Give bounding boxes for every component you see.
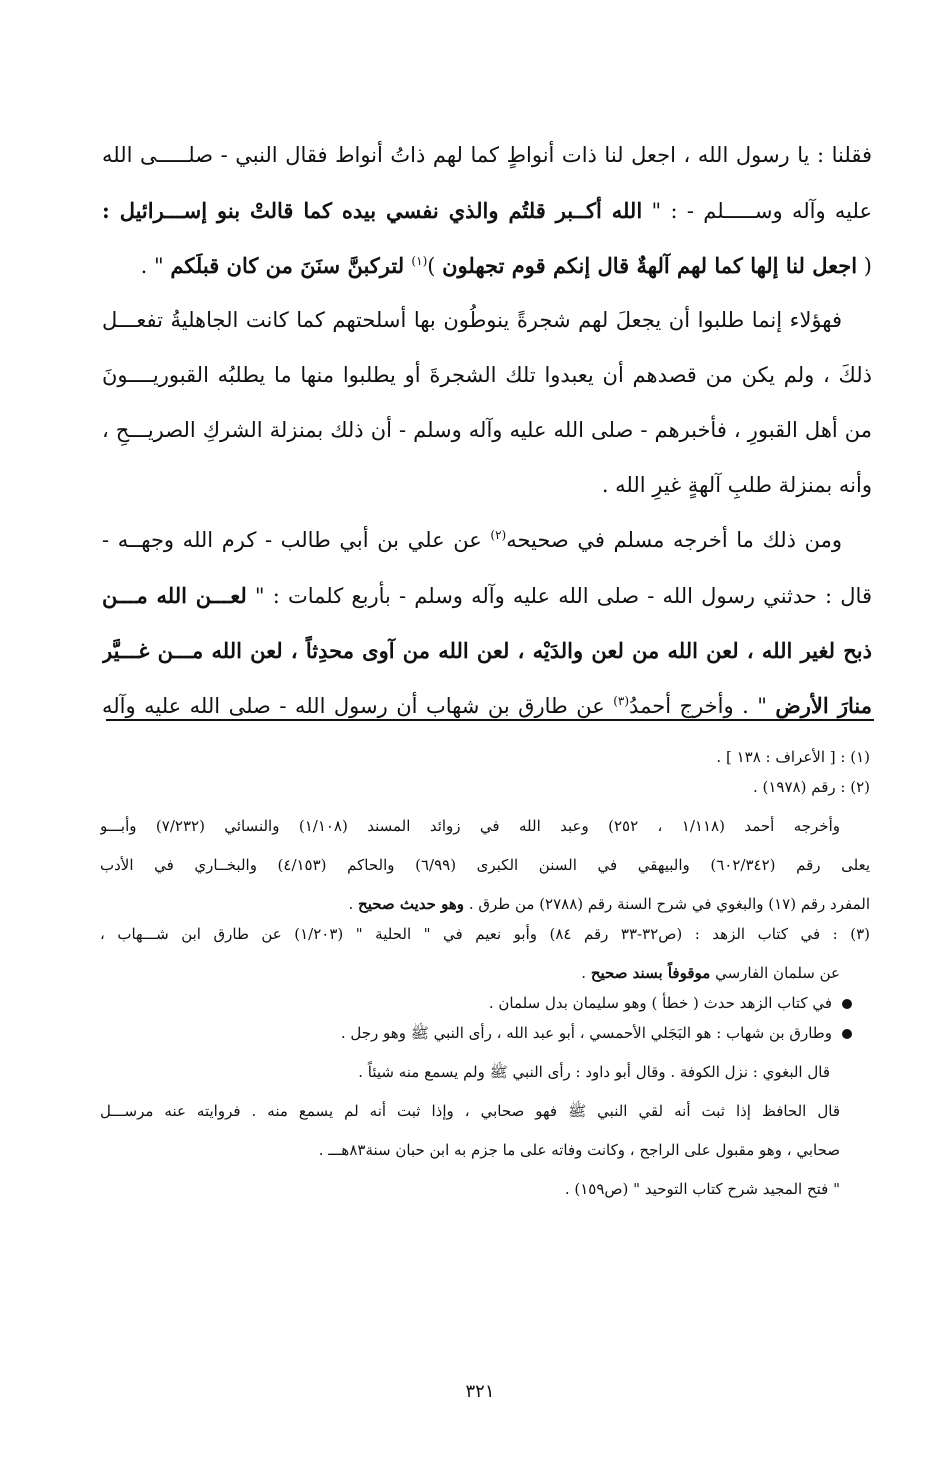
footnote-note: صحابي ، وهو مقبول على الراجح ، وكانت وفاته على ما جزم به ابن حبان سنة٨٣هـــ . (318, 1141, 840, 1159)
bullet-icon (842, 1029, 852, 1039)
footnote-text: المفرد رقم (١٧) والبغوي في شرح السنة رقم (٢٧٨٨) من طرق . (464, 895, 870, 913)
footnote-note: قال البغوي : نزل الكوفة . وقال أبو داود : رأى النبي ﷺ ولم يسمع منه شيئاً . (358, 1063, 830, 1081)
main-text (102, 128, 872, 733)
bullet-text: وطارق بن شهاب : هو البَجَلي الأحمسي ، أبو عبد الله ، رأى النبي ﷺ وهو رجل . (340, 1024, 832, 1042)
grading-text: وهو حديث صحيح (358, 895, 465, 913)
line-text: ( (857, 254, 872, 278)
footnote-note: قال الحافظ إذا ثبت أنه لقي النبي ﷺ فهو صحابي ، وإذا ثبت أنه لم يسمع منه . فروايته عنه مرســـل (100, 1102, 840, 1120)
bullet-text: في كتاب الزهد حدث ( خطأ ) وهو سليمان بدل سلمان . (488, 994, 832, 1012)
line-text: ذلكَ ، ولم يكن من قصدهم أن يعبدوا تلك الشجرةَ أو يطلبوا منها ما يطلبُه القبوريــــونَ (102, 363, 872, 387)
line-text: " . وأخرج أحمدُ (629, 694, 776, 718)
text-line (102, 348, 872, 403)
line-text: ومن ذلك ما أخرجه مسلم في صحيحه (506, 528, 842, 552)
footnotes (100, 742, 870, 1204)
footnote-text: . (581, 964, 591, 982)
text-line (102, 458, 872, 513)
footnote-note: " فتح المجيد شرح كتاب التوحيد " (ص١٥٩) . (564, 1180, 840, 1198)
line-text: ) (427, 254, 443, 278)
bullet-item (100, 988, 870, 1018)
hadith-quote: منارَ الأرض (775, 693, 872, 718)
grading-text: موقوفاً بسند صحيح (590, 964, 711, 982)
footnote-ref[interactable]: (١) (411, 254, 428, 268)
text-line (102, 568, 872, 623)
footnote-ref[interactable]: (٢) (490, 528, 507, 542)
text-line (102, 513, 872, 568)
text-line (102, 678, 872, 733)
bullet-icon (842, 999, 852, 1009)
footnote-2-text: وأخرجه أحمد (١/١١٨ ، ٢٥٢) وعبد الله في زوائد المسند (١/١٠٨) والنسائي (٧/٢٣٢) وأبـــو (100, 817, 840, 835)
footnote-2: (٢) : رقم (١٩٧٨) . (752, 778, 870, 796)
hadith-quote: ذبح لغير الله ، لعن الله من لعن والدَيْه ، لعن الله من آوى محدِثاً ، لعن الله مـــن غـــيَّر (102, 638, 872, 663)
line-text: وأنه بمنزلة طلبِ آلهةٍ غيرِ الله . (601, 473, 872, 497)
line-text: فهؤلاء إنما طلبوا أن يجعلَ لهم شجرةً ينوطُون بها أسلحتهم كما كانت الجاهليةُ تفعـــل (102, 308, 842, 332)
hadith-quote: لتركبنَّ سنَنَ من كان قبلَكم (170, 253, 412, 278)
line-text: عليه وآله وســـــلم - : " (642, 199, 872, 223)
footnote-text: . (348, 895, 359, 913)
quran-quote: اجعل لنا إلها كما لهم آلهةٌ قال إنكم قوم تجهلون (442, 253, 858, 278)
line-text: قال : حدثني رسول الله - صلى الله عليه وآله وسلم - بأربع كلمات : " (246, 584, 872, 608)
footnote-3: (٣) : في كتاب الزهد : (ص٣٢-٣٣ رقم ٨٤) وأبو نعيم في " الحلية " (١/٢٠٣) عن طارق ابن شـــهاب ، (100, 925, 870, 943)
line-text: " . (140, 254, 171, 278)
footnote-text: عن سلمان الفارسي (710, 964, 840, 982)
line-text: من أهل القبورِ ، فأخبرهم - صلى الله عليه وآله وسلم - أن ذلك بمنزلة الشركِ الصريـــحِ ، (102, 418, 872, 442)
text-line (102, 128, 872, 183)
footnote-2-text (100, 889, 870, 919)
text-line (102, 238, 872, 293)
text-line (102, 623, 872, 678)
footnote-1: (١) : [ الأعراف : ١٣٨ ] . (716, 748, 870, 766)
text-line (102, 293, 872, 348)
line-text: عن علي بن أبي طالب - كرم الله وجهــه - (102, 528, 491, 552)
bullet-item (100, 1018, 870, 1048)
footnote-divider (106, 719, 874, 721)
hadith-quote: الله أكــبر قلتُم والذي نفسي بيده كما قالتْ بنو إســـرائيل : (102, 198, 643, 223)
text-line (102, 183, 872, 238)
text-line (102, 403, 872, 458)
line-text: عن طارق بن شهاب أن رسول الله - صلى الله عليه وآله (102, 694, 614, 718)
footnote-ref[interactable]: (٣) (613, 694, 630, 708)
footnote-3-text (100, 958, 870, 988)
page-number: ٣٢١ (465, 1381, 495, 1402)
line-text: فقلنا : يا رسول الله ، اجعل لنا ذات أنواطٍ كما لهم ذاتُ أنواط فقال النبي - صلـــــى الله (102, 143, 872, 167)
hadith-quote: لعـــن الله مـــن (102, 583, 247, 608)
footnote-2-text: يعلى رقم (٦٠٢/٣٤٢) والبيهقي في السنن الكبرى (٦/٩٩) والحاكم (٤/١٥٣) والبخــاري في الأدب (100, 856, 870, 874)
